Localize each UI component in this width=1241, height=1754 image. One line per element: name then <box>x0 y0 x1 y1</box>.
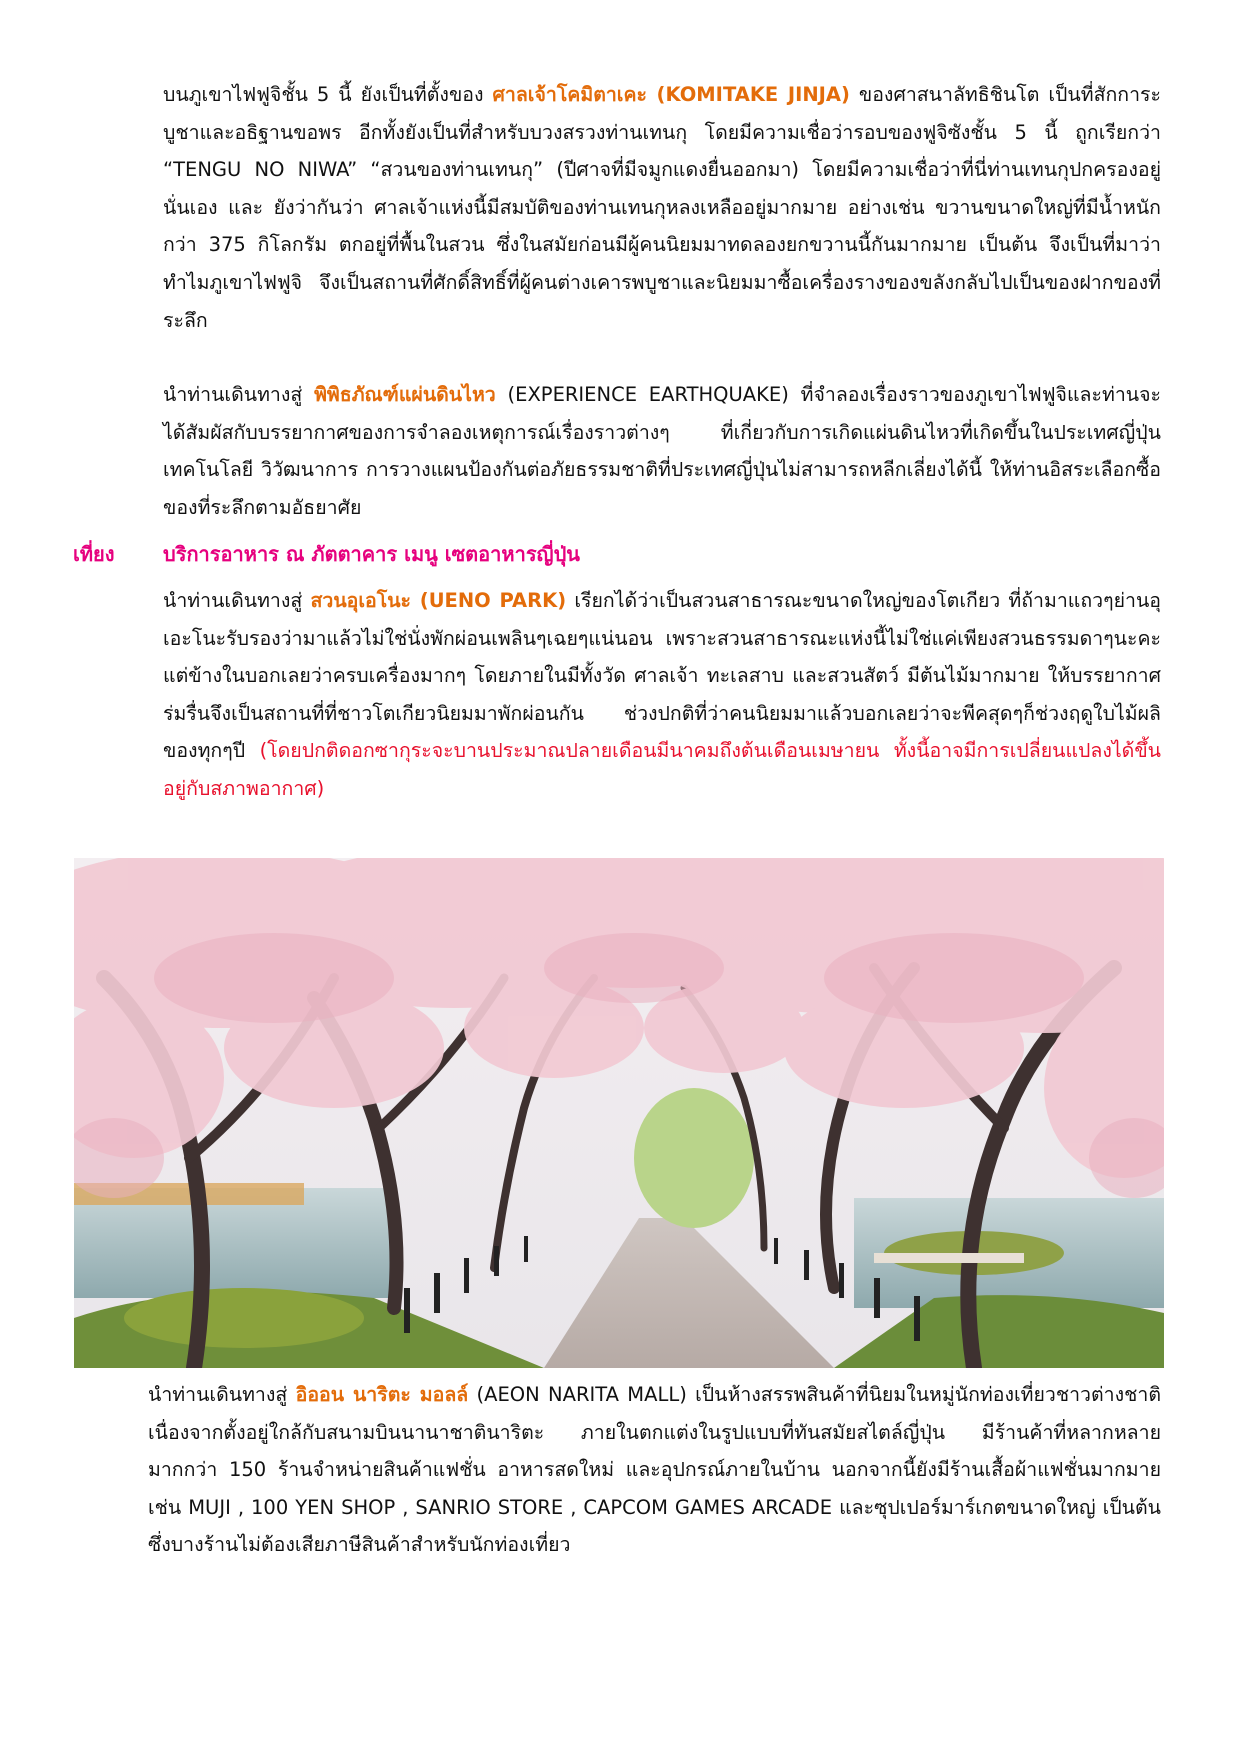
paragraph-earthquake-museum: นำท่านเดินทางสู่ พิพิธภัณฑ์แผ่นดินไหว (EXPERIENCE EARTHQUAKE) ที่จำลองเรื่องราวของภูเขาไฟฟูจิและท่านจะได้สัมผัสกับบรรยากาศของการจำลองเหตุการณ์เรื่องราวต่างๆ ที่เกี่ยวกับการเกิดแผ่นดินไหวที่เกิดขึ้นในประเทศญี่ปุ่น เทคโนโลยี วิวัฒนาการ การวางแผนป้องกันต่อภัยธรรมชาติที่ประเทศญี่ปุ่นไม่สามารถหลีกเลี่ยงได้นี้ ให้ท่านอิสระเลือกซื้อของที่ระลึกตามอัธยาศัย <box>163 383 1161 519</box>
ueno-park-cherry-blossom-photo <box>74 858 1164 1368</box>
paragraph-aeon-mall: นำท่านเดินทางสู่ อิออน นาริตะ มอลล์ (AEON NARITA MALL) เป็นห้างสรรพสินค้าที่นิยมในหมู่นักท่องเที่ยวชาวต่างชาติ เนื่องจากตั้งอยู่ใกล้กับสนามบินนานาชาตินาริตะ ภายในตกแต่งในรูปแบบที่ทันสมัยสไตล์ญี่ปุ่น มีร้านค้าที่หลากหลายมากกว่า 150 ร้านจำหน่ายสินค้าแฟชั่น อาหารสดใหม่ และอุปกรณ์ภายในบ้าน นอกจากนี้ยังมีร้านเสื้อผ้าแฟชั่นมากมาย เช่น MUJI , 100 YEN SHOP , SANRIO STORE , CAPCOM GAMES ARCADE และซุปเปอร์มาร์เกตขนาดใหญ่ เป็นต้น ซึ่งบางร้านไม่ต้องเสียภาษีสินค้าสำหรับนักท่องเที่ยว <box>148 1383 1161 1557</box>
sakura-season-note: (โดยปกติดอกซากุระจะบานประมาณปลายเดือนมีนาคมถึงต้นเดือนเมษายน ทั้งนี้อาจมีการเปลี่ยนแปลงได้ขึ้นอยู่กับสภาพอากาศ) <box>163 739 1161 800</box>
meal-description: บริการอาหาร ณ ภัตตาคาร เมนู เซตอาหารญี่ปุ่น <box>163 542 580 566</box>
ueno-park-highlight: สวนอุเอโนะ (UENO PARK) <box>310 589 567 612</box>
paragraph-ueno-park: นำท่านเดินทางสู่ สวนอุเอโนะ (UENO PARK) เรียกได้ว่าเป็นสวนสาธารณะขนาดใหญ่ของโตเกียว ที่ถ้ามาแถวๆย่านอุเอะโนะรับรองว่ามาแล้วไม่ใช่นั่งพักผ่อนเพลินๆเฉยๆแน่นอน เพราะสวนสาธารณะแห่งนี้ไม่ใช่แค่เพียงสวนธรรมดาๆนะคะ แต่ข้างในบอกเลยว่าครบเครื่องมากๆ โดยภายในมีทั้งวัด ศาลเจ้า ทะเลสาบ และสวนสัตว์ มีต้นไม้มากมาย ให้บรรยากาศร่มรื่นจึงเป็นสถานที่ที่ชาวโตเกียวนิยมมาพักผ่อนกัน ช่วงปกติที่ว่าคนนิยมมาแล้วบอกเลยว่าจะพีคสุดๆก็ช่วงฤดูใบไม้ผลิของทุกๆปี (โดยปกติดอกซากุระจะบานประมาณปลายเดือนมีนาคมถึงต้นเดือนเมษายน ทั้งนี้อาจมีการเปลี่ยนแปลงได้ขึ้นอยู่กับสภาพอากาศ) <box>163 589 1162 800</box>
komitake-jinja-highlight: ศาลเจ้าโคมิตาเคะ (KOMITAKE JINJA) <box>492 83 850 106</box>
paragraph-komitake: บนภูเขาไฟฟูจิชั้น 5 นี้ ยังเป็นที่ตั้งของ ศาลเจ้าโคมิตาเคะ (KOMITAKE JINJA) ของศาสนาลัทธิชินโต เป็นที่สักการะบูชาและอธิฐานขอพร อีกทั้งยังเป็นที่สำหรับบวงสรวงท่านเทนกุ โดยมีความเชื่อว่ารอบของฟูจิซังชั้น 5 นี้ ถูกเรียกว่า “TENGU NO NIWA” “สวนของท่านเทนกุ” (ปีศาจที่มีจมูกแดงยื่นออกมา) โดยมีความเชื่อว่าที่นี่ท่านเทนกุปกครองอยู่นั่นเอง และ ยังว่ากันว่า ศาลเจ้าแห่งนี้มีสมบัติของท่านเทนกุหลงเหลืออยู่มากมาย อย่างเช่น ขวานขนาดใหญ่ที่มีน้ำหนักกว่า 375 กิโลกรัม ตกอยู่ที่พื้นในสวน ซึ่งในสมัยก่อนมีผู้คนนิยมมาทดลองยกขวานนี้กันมากมาย เป็นต้น จึงเป็นที่มาว่าทำไมภูเขาไฟฟูจิ จึงเป็นสถานที่ศักดิ์สิทธิ์ที่ผู้คนต่างเคารพบูชาและนิยมมาซื้อเครื่องรางของขลังกลับไปเป็นของฝากของที่ระลึก <box>163 83 1161 332</box>
earthquake-museum-highlight: พิพิธภัณฑ์แผ่นดินไหว <box>314 383 496 406</box>
meal-time-label: เที่ยง <box>73 542 115 566</box>
aeon-mall-highlight: อิออน นาริตะ มอลล์ <box>295 1383 469 1406</box>
